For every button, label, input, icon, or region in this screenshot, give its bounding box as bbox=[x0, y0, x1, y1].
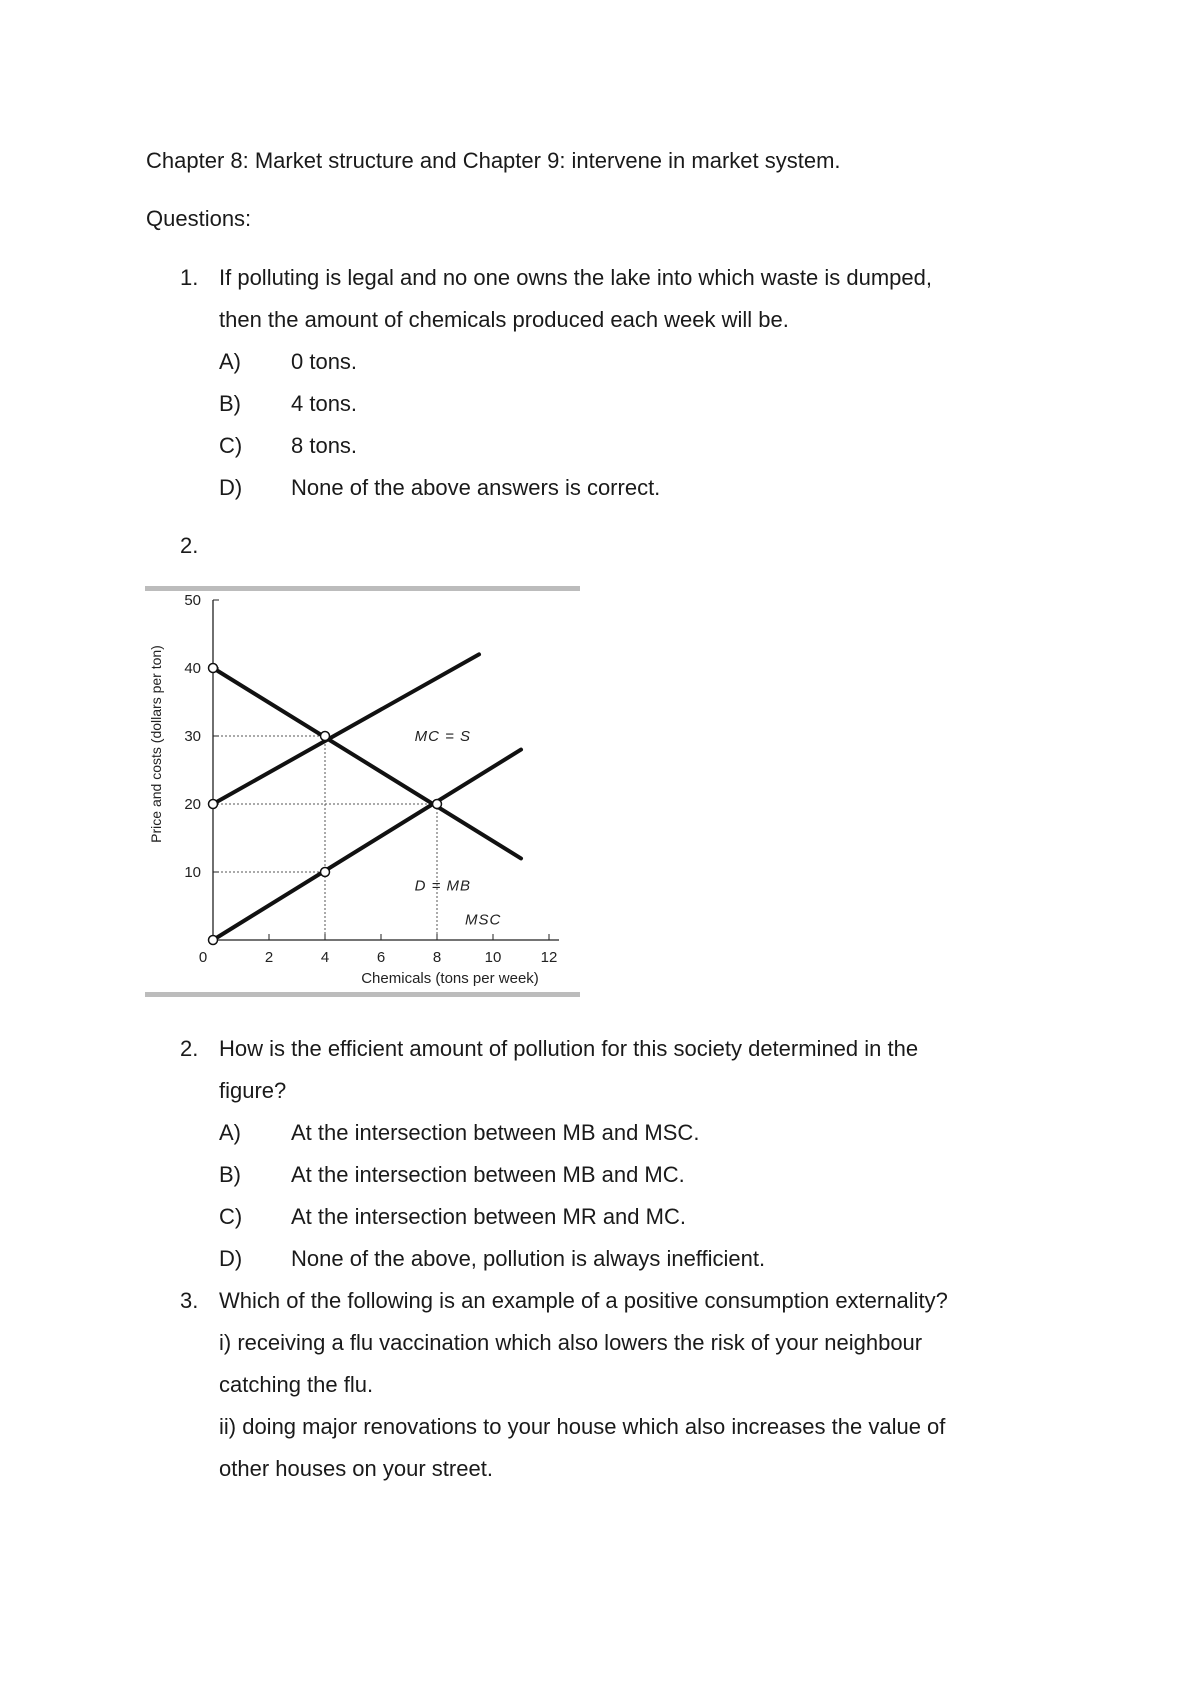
option-text: None of the above, pollution is always inefficient. bbox=[291, 1246, 766, 1271]
question-number: 3. bbox=[180, 1288, 199, 1313]
y-tick-label: 50 bbox=[184, 592, 201, 609]
option-letter: A) bbox=[219, 1120, 241, 1145]
question-number: 2. bbox=[180, 1036, 199, 1061]
x-axis-title: Chemicals (tons per week) bbox=[361, 970, 539, 987]
option-letter: C) bbox=[219, 433, 243, 458]
x-tick-label: 12 bbox=[540, 949, 558, 966]
question-number: 1. bbox=[180, 265, 199, 290]
series-line-d-mb bbox=[213, 668, 521, 858]
externality-chart bbox=[145, 582, 580, 1000]
question-stem: How is the efficient amount of pollution for this society determined in the bbox=[219, 1036, 919, 1061]
x-tick-label: 2 bbox=[264, 949, 274, 966]
option-letter: D) bbox=[219, 1246, 243, 1271]
y-tick-label: 40 bbox=[184, 660, 201, 677]
statement-ii: ii) doing major renovations to your house which also increases the value of bbox=[219, 1414, 946, 1439]
question-stem: If polluting is legal and no one owns the lake into which waste is dumped, bbox=[219, 265, 932, 290]
x-tick-label: 4 bbox=[320, 949, 330, 966]
data-point bbox=[209, 936, 218, 945]
data-point bbox=[209, 664, 218, 673]
chart-bottom-border bbox=[145, 992, 580, 997]
x-tick-label: 6 bbox=[376, 949, 386, 966]
option-text: At the intersection between MB and MC. bbox=[291, 1162, 685, 1187]
chart-svg bbox=[145, 582, 580, 1000]
question-stem: Which of the following is an example of a positive consumption externality? bbox=[219, 1288, 948, 1313]
data-point bbox=[209, 800, 218, 809]
statement-i: i) receiving a flu vaccination which also lowers the risk of your neighbour bbox=[219, 1330, 923, 1355]
statement-i: catching the flu. bbox=[219, 1372, 374, 1397]
x-tick-label: 10 bbox=[484, 949, 502, 966]
option-text: 8 tons. bbox=[291, 433, 358, 458]
option-text: At the intersection between MR and MC. bbox=[291, 1204, 686, 1229]
data-point bbox=[321, 868, 330, 877]
statement-ii: other houses on your street. bbox=[219, 1456, 493, 1481]
page-title: Chapter 8: Market structure and Chapter 9: intervene in market system. bbox=[146, 148, 841, 173]
option-text: At the intersection between MB and MSC. bbox=[291, 1120, 700, 1145]
option-letter: D) bbox=[219, 475, 243, 500]
option-text: 4 tons. bbox=[291, 391, 358, 416]
y-tick-label: 20 bbox=[184, 796, 201, 813]
data-point bbox=[321, 732, 330, 741]
x-tick-label: 0 bbox=[198, 949, 208, 966]
series-label: MSC bbox=[465, 911, 502, 929]
data-point bbox=[433, 800, 442, 809]
series-label: D = MB bbox=[414, 877, 472, 895]
option-letter: C) bbox=[219, 1204, 243, 1229]
figure-number: 2. bbox=[180, 533, 199, 558]
y-axis-title: Price and costs (dollars per ton) bbox=[148, 645, 164, 843]
chart-top-border bbox=[145, 586, 580, 591]
series-label: MC = S bbox=[414, 728, 472, 745]
option-letter: A) bbox=[219, 349, 241, 374]
y-tick-label: 30 bbox=[184, 728, 201, 745]
question-stem: then the amount of chemicals produced each week will be. bbox=[219, 307, 789, 332]
option-text: None of the above answers is correct. bbox=[291, 475, 661, 500]
y-tick-label: 10 bbox=[184, 864, 201, 881]
option-letter: B) bbox=[219, 1162, 241, 1187]
question-stem: figure? bbox=[219, 1078, 287, 1103]
option-letter: B) bbox=[219, 391, 241, 416]
x-tick-label: 8 bbox=[432, 949, 442, 966]
questions-label: Questions: bbox=[146, 206, 252, 231]
option-text: 0 tons. bbox=[291, 349, 358, 374]
